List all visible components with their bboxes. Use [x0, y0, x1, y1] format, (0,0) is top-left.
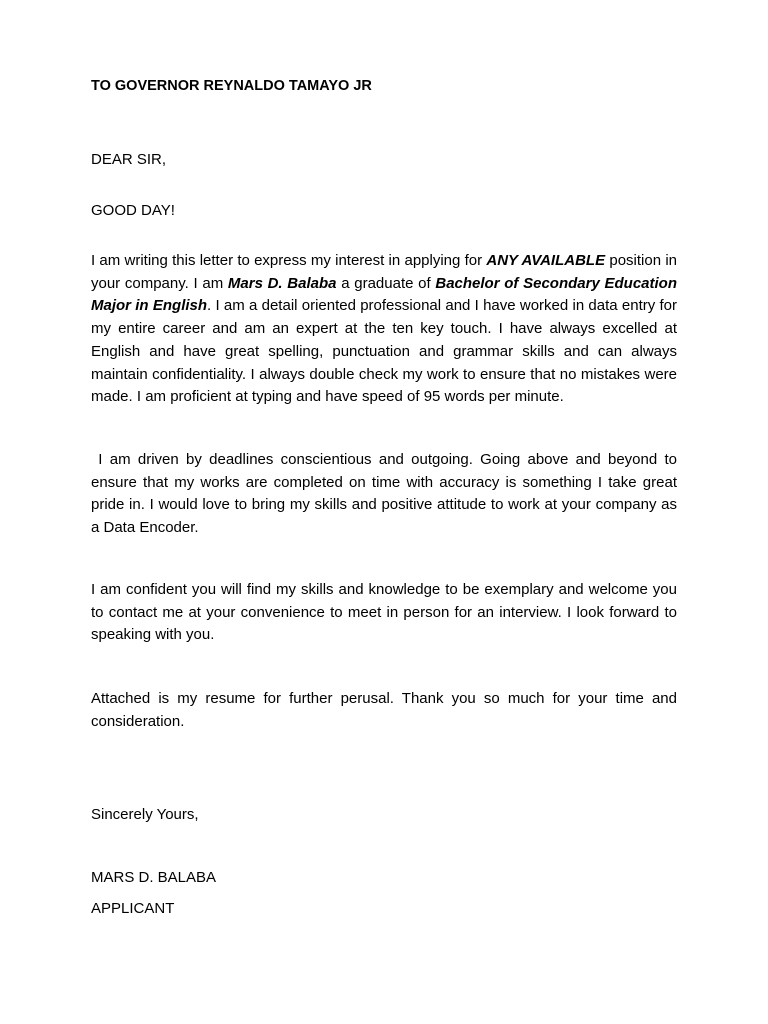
- emphasis-position: ANY AVAILABLE: [486, 252, 606, 269]
- paragraph-1-text-3: a graduate of: [336, 274, 436, 292]
- letter-closing: Sincerely Yours,: [91, 806, 199, 823]
- letter-salutation: DEAR SIR,: [91, 151, 167, 168]
- letter-greeting: GOOD DAY!: [91, 202, 175, 219]
- emphasis-applicant-name: Mars D. Balaba: [227, 274, 337, 292]
- body-paragraph-2: I am driven by deadlines conscientious and outgoing. Going above and beyond to ensure that my works are completed on time with accuracy is something I take great pride in. I would love to bring my skills and positive attitude to work at your company as a Data Encoder.: [91, 451, 677, 537]
- body-paragraph-4: Attached is my resume for further perusal. Thank you so much for your time and consideration.: [91, 690, 677, 730]
- paragraph-1-text-4: . I am a detail oriented professional and I have worked in data entry for my entire career and am an expert at the ten key touch. I have always excelled at English and have great spelling, punctuation and grammar skills and can always maintain confidentiality. I always double check my work to ensure that no mistakes were made. I am proficient at typing and have speed of 95 words per minute.: [91, 297, 678, 406]
- emphasis-degree: Bachelor of Secondary Education Major in English: [91, 274, 677, 315]
- paragraph-1-text-2: position in your company. I am: [91, 252, 677, 292]
- letter-addressee: TO GOVERNOR REYNALDO TAMAYO JR: [91, 78, 372, 94]
- body-paragraph-1: [91, 250, 677, 409]
- paragraph-1-text-1: I am writing this letter to express my interest in applying for: [91, 252, 487, 269]
- body-paragraph-3: I am confident you will find my skills and knowledge to be exemplary and welcome you to contact me at your convenience to meet in person for an interview. I look forward to speaking with you.: [91, 581, 677, 644]
- signature-name: MARS D. BALABA: [91, 869, 217, 886]
- signature-title: APPLICANT: [91, 900, 175, 917]
